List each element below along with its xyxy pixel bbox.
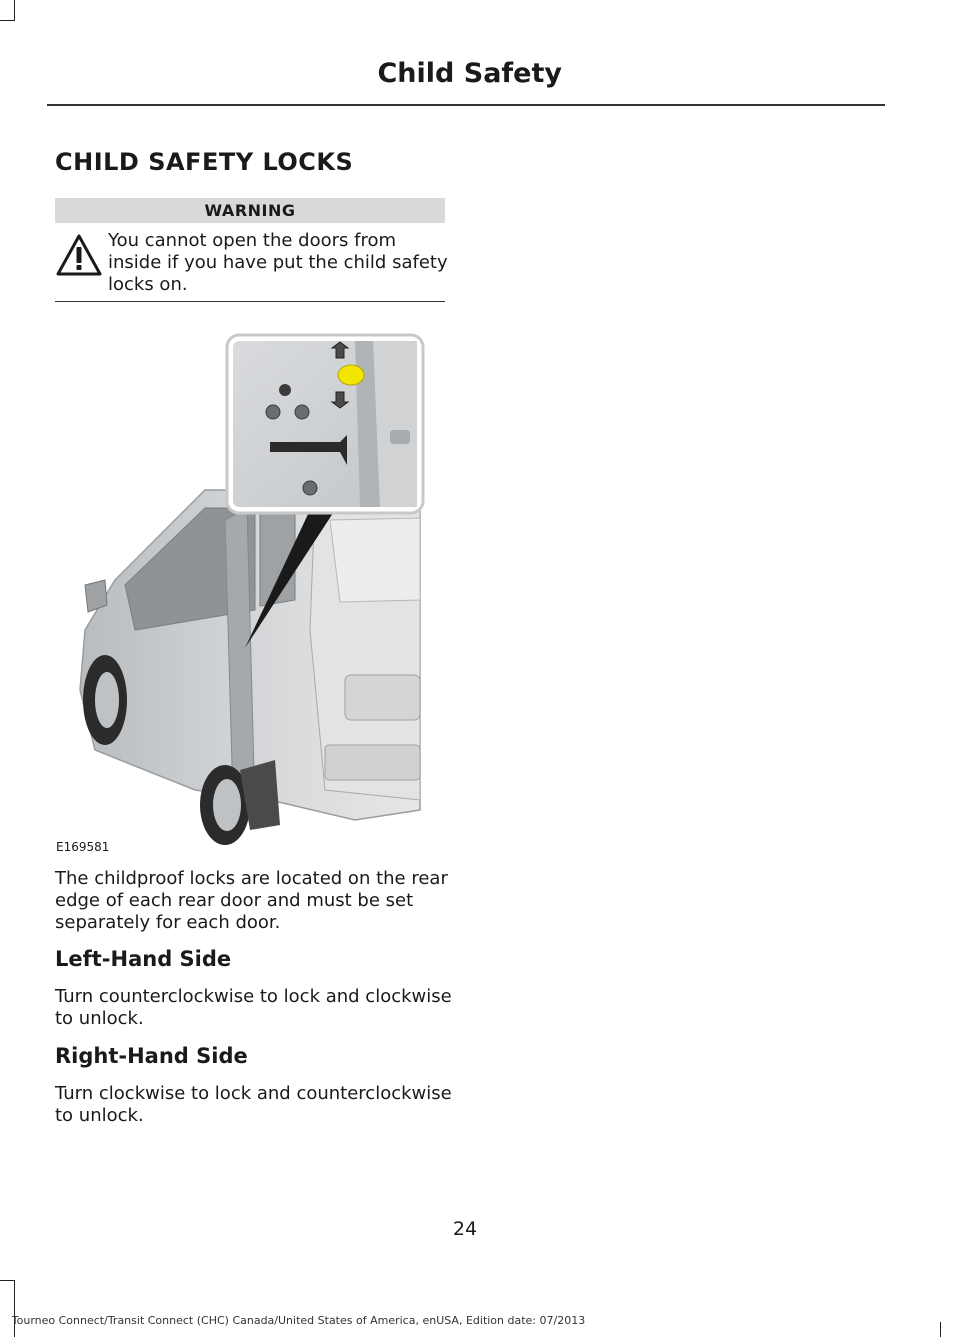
crop-mark-top-left-h — [0, 20, 15, 21]
warning-text: You cannot open the doors from inside if you have put the child safety locks on. — [108, 230, 448, 295]
crop-mark-bottom-left-h — [0, 1280, 15, 1281]
crop-mark-bottom-right-v — [940, 1322, 941, 1337]
figure-code: E169581 — [56, 840, 110, 854]
intro-paragraph: The childproof locks are located on the rear edge of each rear door and must be set separately for each door. — [55, 868, 448, 933]
left-hand-heading: Left-Hand Side — [55, 947, 232, 971]
crop-mark-top-left-v — [14, 0, 15, 20]
edition-footer: Tourneo Connect/Transit Connect (CHC) Canada/United States of America, enUSA, Edition date: 07/2013 — [11, 1314, 586, 1327]
crop-mark-bottom-left-v — [14, 1280, 15, 1337]
right-hand-heading: Right-Hand Side — [55, 1044, 248, 1068]
warning-triangle-icon — [56, 234, 102, 276]
left-hand-text: Turn counterclockwise to lock and clockwise to unlock. — [55, 986, 452, 1029]
child-lock-inset — [227, 335, 423, 513]
page-number: 24 — [452, 1218, 478, 1240]
warning-label: WARNING — [55, 198, 445, 223]
header-rule — [47, 104, 885, 106]
right-hand-text: Turn clockwise to lock and counterclockwise to unlock. — [55, 1083, 452, 1126]
child-lock-illustration — [55, 330, 435, 855]
warning-rule — [55, 301, 445, 302]
van-drawing — [80, 490, 420, 845]
page-header-title: Child Safety — [377, 58, 562, 89]
section-title: CHILD SAFETY LOCKS — [55, 148, 354, 176]
